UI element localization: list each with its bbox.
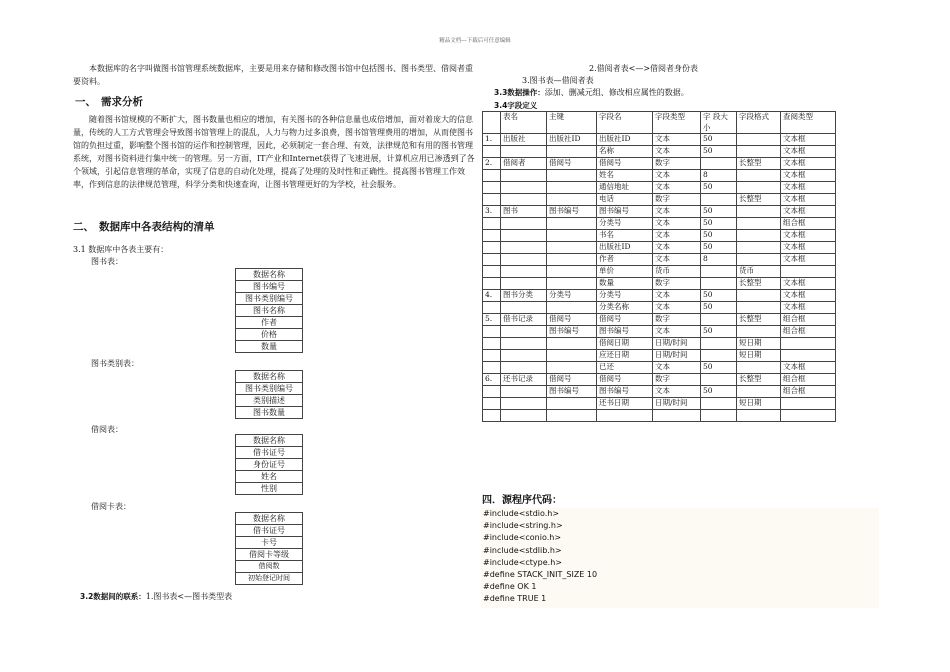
table-row bbox=[483, 254, 836, 266]
table-cell bbox=[547, 350, 597, 362]
field-cell: 图书类别编号 bbox=[236, 383, 303, 395]
table-cell bbox=[501, 230, 547, 242]
table-cell bbox=[701, 410, 737, 422]
table-cell: 文本框 bbox=[781, 242, 836, 254]
field-cell: 性别 bbox=[236, 483, 303, 495]
table-cell bbox=[483, 362, 501, 374]
table-cell bbox=[737, 386, 781, 398]
table-cell bbox=[483, 386, 501, 398]
table-cell bbox=[781, 398, 836, 410]
table-cell: 电话 bbox=[597, 194, 653, 206]
field-definition-heading: 3.4字段定义 bbox=[494, 101, 538, 110]
table-cell bbox=[547, 146, 597, 158]
table-cell bbox=[547, 242, 597, 254]
section-1-number: 一、 bbox=[75, 96, 96, 108]
table-cell: 名称 bbox=[597, 146, 653, 158]
table-cell bbox=[547, 194, 597, 206]
table-cell bbox=[547, 302, 597, 314]
table-row bbox=[483, 410, 836, 422]
table-cell bbox=[547, 182, 597, 194]
field-cell: 图书编号 bbox=[236, 281, 303, 293]
table-cell: 出版社ID bbox=[547, 134, 597, 146]
table-cell: 文本框 bbox=[781, 278, 836, 290]
table-row bbox=[483, 314, 836, 326]
field-cell: 借阅数 bbox=[236, 561, 303, 573]
table-cell bbox=[547, 338, 597, 350]
section-2-number: 二、 bbox=[73, 221, 94, 233]
table-cell: 分类号 bbox=[597, 290, 653, 302]
table-cell bbox=[701, 398, 737, 410]
table-cell bbox=[483, 230, 501, 242]
table-cell: 文本 bbox=[653, 218, 701, 230]
table-cell bbox=[547, 398, 597, 410]
field-cell: 数据名称 bbox=[236, 269, 303, 281]
field-cell: 借书证号 bbox=[236, 525, 303, 537]
page-header: 精品文档---下载后可任意编辑 bbox=[439, 38, 511, 44]
table-cell bbox=[701, 158, 737, 170]
table-cell: 组合框 bbox=[781, 374, 836, 386]
section-2-title: 数据库中各表结构的清单 bbox=[99, 221, 215, 233]
relations-heading bbox=[80, 591, 232, 602]
table-cell bbox=[737, 206, 781, 218]
code-line: #include<conio.h> bbox=[483, 533, 562, 543]
table-cell: 借阅号 bbox=[547, 158, 597, 170]
operations-label: 3.3数据操作： bbox=[494, 88, 545, 97]
table-cell bbox=[701, 278, 737, 290]
table-cell: 2. bbox=[483, 158, 501, 170]
table-cell: 书名 bbox=[597, 230, 653, 242]
table-cell: 文本框 bbox=[781, 362, 836, 374]
source-code-heading: 四．源程序代码： bbox=[482, 495, 562, 506]
table-cell: 文本 bbox=[653, 134, 701, 146]
table-row bbox=[483, 386, 836, 398]
code-line: #include<stdlib.h> bbox=[483, 545, 562, 555]
table-row bbox=[483, 206, 836, 218]
table-cell bbox=[701, 314, 737, 326]
table-cell bbox=[547, 254, 597, 266]
table-cell bbox=[737, 218, 781, 230]
table-cell bbox=[483, 266, 501, 278]
table-cell bbox=[501, 218, 547, 230]
field-cell: 数量 bbox=[236, 341, 303, 353]
table-cell: 分类号 bbox=[597, 218, 653, 230]
table-cell: 出版社ID bbox=[597, 242, 653, 254]
table-cell: 日期/时间 bbox=[653, 338, 701, 350]
table-cell: 组合框 bbox=[781, 326, 836, 338]
table-cell: 分类名称 bbox=[597, 302, 653, 314]
table-cell: 图书编号 bbox=[597, 326, 653, 338]
table-cell bbox=[483, 338, 501, 350]
table-cell: 短日期 bbox=[737, 338, 781, 350]
table-cell: 文本框 bbox=[781, 206, 836, 218]
table-cell bbox=[547, 170, 597, 182]
header-cell: 字段名 bbox=[597, 112, 653, 134]
table-cell bbox=[701, 338, 737, 350]
field-cell: 数据名称 bbox=[236, 513, 303, 525]
table-cell bbox=[737, 410, 781, 422]
table-cell: 作者 bbox=[597, 254, 653, 266]
field-cell: 数据名称 bbox=[236, 435, 303, 447]
table-cell bbox=[501, 302, 547, 314]
table-cell: 50 bbox=[701, 362, 737, 374]
table-cell bbox=[781, 350, 836, 362]
field-cell: 初始登记时间 bbox=[236, 573, 303, 585]
header-cell: 主键 bbox=[547, 112, 597, 134]
field-cell: 姓名 bbox=[236, 471, 303, 483]
table-cell: 文本 bbox=[653, 206, 701, 218]
field-cell: 借书证号 bbox=[236, 447, 303, 459]
table-cell: 已还 bbox=[597, 362, 653, 374]
table-cell bbox=[653, 410, 701, 422]
table-cell: 图书 bbox=[501, 206, 547, 218]
table-cell bbox=[547, 266, 597, 278]
table-cell bbox=[483, 302, 501, 314]
table-cell: 文本框 bbox=[781, 290, 836, 302]
category-table-fields bbox=[235, 370, 303, 419]
table-cell: 长整型 bbox=[737, 314, 781, 326]
table-cell: 图书编号 bbox=[547, 326, 597, 338]
table-cell bbox=[483, 398, 501, 410]
table-row bbox=[483, 290, 836, 302]
table-cell bbox=[501, 362, 547, 374]
table-cell: 货币 bbox=[653, 266, 701, 278]
table-cell bbox=[501, 338, 547, 350]
borrow-table-fields bbox=[235, 434, 303, 495]
table-cell: 还书记录 bbox=[501, 374, 547, 386]
header-cell: 字段类型 bbox=[653, 112, 701, 134]
table-cell bbox=[737, 254, 781, 266]
table-cell: 文本框 bbox=[781, 170, 836, 182]
table-cell bbox=[737, 134, 781, 146]
table-cell: 文本 bbox=[653, 290, 701, 302]
header-cell: 字 段大小 bbox=[701, 112, 737, 134]
table-cell: 数字 bbox=[653, 158, 701, 170]
code-line: #define OK 1 bbox=[483, 582, 537, 592]
table-cell bbox=[483, 218, 501, 230]
table-row bbox=[483, 146, 836, 158]
header-cell bbox=[483, 112, 501, 134]
table-cell: 50 bbox=[701, 242, 737, 254]
table-cell: 借阅号 bbox=[597, 158, 653, 170]
card-table-label: 借阅卡表： bbox=[91, 502, 131, 511]
table-cell bbox=[547, 410, 597, 422]
table-cell: 数字 bbox=[653, 314, 701, 326]
table-cell: 1. bbox=[483, 134, 501, 146]
field-cell: 身份证号 bbox=[236, 459, 303, 471]
operations-text: 添加、删减元组、修改相应属性的数据。 bbox=[544, 88, 689, 97]
table-cell bbox=[483, 350, 501, 362]
table-cell: 通信地址 bbox=[597, 182, 653, 194]
table-cell bbox=[483, 146, 501, 158]
tables-intro: 3.1 数据库中各表主要有： bbox=[73, 245, 169, 254]
table-cell: 50 bbox=[701, 206, 737, 218]
table-row bbox=[483, 326, 836, 338]
table-cell: 3. bbox=[483, 206, 501, 218]
relation-1: 1.图书表<—图书类型表 bbox=[145, 592, 233, 601]
table-cell: 日期/时间 bbox=[653, 350, 701, 362]
operations-line bbox=[494, 87, 689, 98]
category-table-label: 图书类别表： bbox=[91, 359, 139, 368]
requirements-paragraph: 随着图书馆规模的不断扩大，图书数量也相应的增加，有关图书的各种信息量也成倍增加，面对着庞大的信息量，传统的人工方式管理会导致图书馆管理上的混乱，人力与物力过多浪费，图书馆管理费用的增加，从而使图书馆的负担过重，影响整个图书馆的运作和控制管理，因此，必须制定一套合理、有效，法律规范和有用的图书管理系统，对图书资料进行集中统一的管理。另一方面，IT产业和Internet获得了飞速进展，计算机应用已渗透到了各个领域，引起信息管理的革命，实现了信息的自动化处理，提高了处理的及时性和正确性。提高图书管理工作效率，作到信息的法律规范管理，科学分类和快速查询，让图书管理更好的为学校，社会服务。 bbox=[73, 115, 475, 189]
table-cell: 图书分类 bbox=[501, 290, 547, 302]
table-cell: 单价 bbox=[597, 266, 653, 278]
header-cell: 字段格式 bbox=[737, 112, 781, 134]
table-cell: 应还日期 bbox=[597, 350, 653, 362]
section-1-title: 需求分析 bbox=[101, 96, 143, 108]
table-cell: 文本 bbox=[653, 326, 701, 338]
section-2-heading bbox=[73, 219, 215, 234]
table-cell: 文本 bbox=[653, 386, 701, 398]
table-cell: 数量 bbox=[597, 278, 653, 290]
relations-label: 3.2数据间的联系： bbox=[80, 592, 146, 601]
table-cell: 借阅号 bbox=[547, 374, 597, 386]
table-cell bbox=[701, 350, 737, 362]
table-cell bbox=[781, 338, 836, 350]
table-cell: 5. bbox=[483, 314, 501, 326]
table-cell: 文本 bbox=[653, 242, 701, 254]
table-cell bbox=[501, 194, 547, 206]
table-row bbox=[483, 362, 836, 374]
code-line: #define TRUE 1 bbox=[483, 594, 547, 604]
table-cell: 4. bbox=[483, 290, 501, 302]
code-line: #include<ctype.h> bbox=[483, 557, 562, 567]
table-cell: 文本框 bbox=[781, 158, 836, 170]
table-row bbox=[483, 398, 836, 410]
table-cell bbox=[483, 254, 501, 266]
table-cell bbox=[483, 278, 501, 290]
field-cell: 作者 bbox=[236, 317, 303, 329]
relation-2: 2.借阅者表<—>借阅者身份表 bbox=[589, 64, 699, 73]
books-table-label: 图书表： bbox=[91, 257, 123, 266]
table-cell: 文本框 bbox=[781, 146, 836, 158]
table-cell: 借阅者 bbox=[501, 158, 547, 170]
table-cell bbox=[483, 170, 501, 182]
table-row bbox=[483, 374, 836, 386]
table-cell: 图书编号 bbox=[597, 206, 653, 218]
table-cell bbox=[483, 410, 501, 422]
table-cell bbox=[547, 362, 597, 374]
field-cell: 图书类别编号 bbox=[236, 293, 303, 305]
table-cell bbox=[501, 278, 547, 290]
table-cell: 长整型 bbox=[737, 158, 781, 170]
table-row bbox=[483, 278, 836, 290]
table-row bbox=[483, 266, 836, 278]
intro-paragraph: 本数据库的名字叫做图书馆管理系统数据库，主要是用来存储和修改图书馆中包括图书、图书类型、借阅者重要资料。 bbox=[73, 64, 473, 86]
table-cell: 50 bbox=[701, 134, 737, 146]
table-cell: 文本 bbox=[653, 170, 701, 182]
card-table-fields bbox=[235, 512, 303, 585]
table-cell bbox=[483, 326, 501, 338]
table-cell bbox=[501, 170, 547, 182]
table-cell: 长整型 bbox=[737, 194, 781, 206]
table-cell: 50 bbox=[701, 386, 737, 398]
table-cell: 借阅号 bbox=[597, 374, 653, 386]
table-row bbox=[483, 182, 836, 194]
field-definition-table bbox=[482, 111, 836, 422]
table-row bbox=[483, 302, 836, 314]
table-cell: 分类号 bbox=[547, 290, 597, 302]
table-cell: 图书编号 bbox=[547, 206, 597, 218]
table-cell: 6. bbox=[483, 374, 501, 386]
table-row bbox=[483, 218, 836, 230]
field-cell: 图书数量 bbox=[236, 407, 303, 419]
table-cell bbox=[737, 326, 781, 338]
table-cell bbox=[501, 410, 547, 422]
table-cell: 货币 bbox=[737, 266, 781, 278]
table-cell: 文本 bbox=[653, 182, 701, 194]
table-cell bbox=[547, 278, 597, 290]
table-cell bbox=[781, 266, 836, 278]
table-cell: 文本 bbox=[653, 302, 701, 314]
table-cell bbox=[781, 410, 836, 422]
table-cell bbox=[737, 146, 781, 158]
table-cell: 出版社 bbox=[501, 134, 547, 146]
table-row bbox=[483, 194, 836, 206]
table-cell: 文本 bbox=[653, 254, 701, 266]
table-cell: 8 bbox=[701, 170, 737, 182]
table-cell bbox=[501, 242, 547, 254]
table-cell: 借阅号 bbox=[547, 314, 597, 326]
table-cell bbox=[501, 398, 547, 410]
table-cell bbox=[737, 230, 781, 242]
table-cell bbox=[737, 302, 781, 314]
table-cell: 文本框 bbox=[781, 182, 836, 194]
table-cell: 数字 bbox=[653, 194, 701, 206]
table-cell bbox=[483, 182, 501, 194]
table-cell: 短日期 bbox=[737, 350, 781, 362]
relation-3: 3.图书表—借阅者表 bbox=[522, 76, 594, 85]
table-row bbox=[483, 338, 836, 350]
table-cell: 借阅日期 bbox=[597, 338, 653, 350]
code-line: #include<stdio.h> bbox=[483, 509, 560, 518]
code-line: #include<string.h> bbox=[483, 521, 563, 531]
field-cell: 卡号 bbox=[236, 537, 303, 549]
table-cell: 文本框 bbox=[781, 254, 836, 266]
table-cell: 文本 bbox=[653, 146, 701, 158]
table-row bbox=[483, 230, 836, 242]
field-cell: 图书名称 bbox=[236, 305, 303, 317]
table-row bbox=[483, 158, 836, 170]
table-cell: 组合框 bbox=[781, 386, 836, 398]
table-row bbox=[483, 170, 836, 182]
field-cell: 价格 bbox=[236, 329, 303, 341]
table-cell bbox=[501, 386, 547, 398]
header-cell: 查阅类型 bbox=[781, 112, 836, 134]
books-table-fields bbox=[235, 268, 303, 353]
table-cell bbox=[501, 326, 547, 338]
table-cell: 长整型 bbox=[737, 374, 781, 386]
table-cell: 长整型 bbox=[737, 278, 781, 290]
table-cell: 组合框 bbox=[781, 218, 836, 230]
table-cell: 图书编号 bbox=[547, 386, 597, 398]
table-cell: 文本框 bbox=[781, 194, 836, 206]
source-code-block bbox=[481, 508, 879, 608]
table-cell bbox=[501, 146, 547, 158]
table-cell: 日期/时间 bbox=[653, 398, 701, 410]
table-cell bbox=[483, 242, 501, 254]
table-cell: 文本框 bbox=[781, 134, 836, 146]
table-cell bbox=[737, 182, 781, 194]
table-cell bbox=[547, 230, 597, 242]
borrow-table-label: 借阅表： bbox=[91, 425, 123, 434]
table-cell: 借阅号 bbox=[597, 314, 653, 326]
field-cell: 借阅卡等级 bbox=[236, 549, 303, 561]
table-cell: 文本框 bbox=[781, 230, 836, 242]
table-cell bbox=[597, 410, 653, 422]
table-cell bbox=[737, 242, 781, 254]
table-cell bbox=[737, 170, 781, 182]
table-cell: 短日期 bbox=[737, 398, 781, 410]
table-cell bbox=[501, 266, 547, 278]
code-line: #define STACK_INIT_SIZE 10 bbox=[483, 570, 598, 580]
table-cell: 50 bbox=[701, 230, 737, 242]
table-cell bbox=[737, 362, 781, 374]
table-cell: 图书编号 bbox=[597, 386, 653, 398]
table-cell: 50 bbox=[701, 326, 737, 338]
table-cell bbox=[701, 194, 737, 206]
table-cell bbox=[501, 254, 547, 266]
table-cell: 文本框 bbox=[781, 302, 836, 314]
table-cell bbox=[483, 194, 501, 206]
field-cell: 类别描述 bbox=[236, 395, 303, 407]
table-cell: 50 bbox=[701, 302, 737, 314]
section-1-heading bbox=[75, 94, 143, 109]
table-cell: 组合框 bbox=[781, 314, 836, 326]
table-cell: 50 bbox=[701, 218, 737, 230]
table-cell: 文本 bbox=[653, 362, 701, 374]
table-header-row bbox=[483, 112, 836, 134]
table-cell bbox=[737, 290, 781, 302]
table-row bbox=[483, 350, 836, 362]
table-cell: 数字 bbox=[653, 374, 701, 386]
header-cell: 表名 bbox=[501, 112, 547, 134]
table-cell bbox=[701, 374, 737, 386]
table-cell: 出版社ID bbox=[597, 134, 653, 146]
table-row bbox=[483, 134, 836, 146]
table-cell: 文本 bbox=[653, 230, 701, 242]
table-cell: 50 bbox=[701, 146, 737, 158]
table-cell: 借书记录 bbox=[501, 314, 547, 326]
table-row bbox=[483, 242, 836, 254]
table-cell: 数字 bbox=[653, 278, 701, 290]
table-cell bbox=[501, 182, 547, 194]
table-cell: 50 bbox=[701, 182, 737, 194]
table-cell bbox=[701, 266, 737, 278]
field-cell: 数据名称 bbox=[236, 371, 303, 383]
table-cell: 8 bbox=[701, 254, 737, 266]
table-cell bbox=[501, 350, 547, 362]
table-cell: 还书日期 bbox=[597, 398, 653, 410]
table-cell bbox=[547, 218, 597, 230]
table-cell: 姓名 bbox=[597, 170, 653, 182]
table-cell: 50 bbox=[701, 290, 737, 302]
